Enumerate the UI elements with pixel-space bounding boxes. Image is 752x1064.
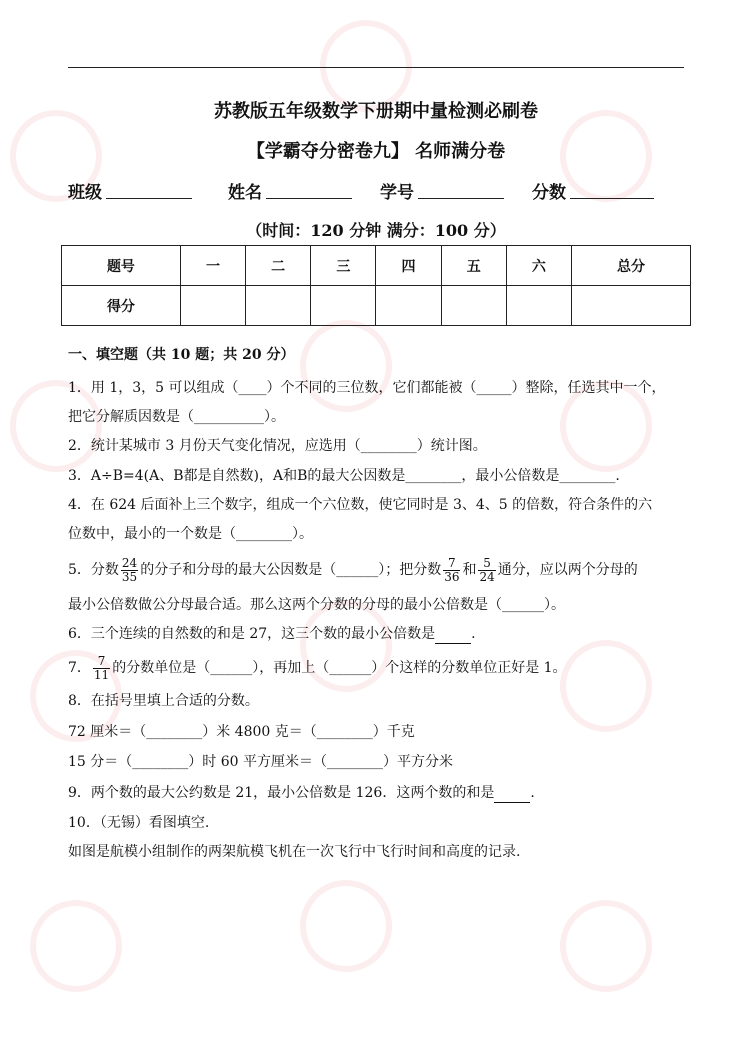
answer-blank[interactable] xyxy=(494,788,530,803)
watermark-logo xyxy=(542,882,670,1010)
q7-text: 的分数单位是（______），再加上（______）个这样的分数单位正好是 1。 xyxy=(112,660,567,676)
question-3: 3．A÷B=4(A、B都是自然数)，A和B的最大公因数是________，最小公倍数是________. xyxy=(68,468,620,484)
score-entry-cell[interactable] xyxy=(180,286,245,326)
table-row xyxy=(62,246,691,286)
question-8-line-1: 72 厘米＝（________）米 4800 克＝（________）千克 xyxy=(68,724,415,740)
score-entry-cell[interactable] xyxy=(376,286,441,326)
fraction: $\frac{7}{11}$ xyxy=(93,653,110,682)
table-cell: 二 xyxy=(246,246,311,286)
q6-text: 6．三个连续的自然数的和是 27，这三个数的最小公倍数是 xyxy=(68,626,436,642)
table-cell: 四 xyxy=(376,246,441,286)
table-cell: 得分 xyxy=(62,286,181,326)
question-1-line-2: 把它分解质因数是（__________）。 xyxy=(68,409,285,425)
answer-blank[interactable] xyxy=(435,629,471,644)
question-10-description: 如图是航模小组制作的两架航模飞机在一次飞行中飞行时间和高度的记录. xyxy=(68,844,521,860)
question-4-line-1: 4．在 624 后面补上三个数字，组成一个六位数，使它同时是 3、4、5 的倍数，符合条件的六 xyxy=(68,497,653,513)
score-entry-cell[interactable] xyxy=(506,286,571,326)
table-cell: 三 xyxy=(311,246,376,286)
exam-title: 苏教版五年级数学下册期中量检测必刷卷 xyxy=(214,101,538,122)
score-entry-cell[interactable] xyxy=(441,286,506,326)
score-entry-cell[interactable] xyxy=(572,286,691,326)
score-entry-cell[interactable] xyxy=(311,286,376,326)
question-7 xyxy=(68,651,567,685)
q6-text: . xyxy=(471,626,476,642)
class-field[interactable] xyxy=(106,198,192,199)
fraction: $\frac{24}{35}$ xyxy=(121,555,138,584)
watermark-logo xyxy=(12,882,140,1010)
question-4-line-2: 位数中，最小的一个数是（________）。 xyxy=(68,526,313,542)
name-label: 姓名 xyxy=(228,183,262,203)
section-heading: 一、填空题（共 10 题；共 20 分） xyxy=(68,347,295,363)
watermark-logo xyxy=(542,622,670,750)
question-9 xyxy=(68,783,535,803)
watermark-logo xyxy=(282,862,410,990)
id-field[interactable] xyxy=(418,198,504,199)
q9-text: . xyxy=(530,785,535,801)
table-row xyxy=(62,286,691,326)
table-cell: 一 xyxy=(180,246,245,286)
table-cell: 题号 xyxy=(62,246,181,286)
q9-text: 9．两个数的最大公约数是 21，最小公倍数是 126．这两个数的和是 xyxy=(68,785,495,801)
question-10: 10．（无锡）看图填空. xyxy=(68,815,210,831)
score-table xyxy=(61,245,691,326)
table-cell: 五 xyxy=(441,246,506,286)
q5-text: 5．分数 xyxy=(68,562,119,578)
fraction: $\frac{7}{36}$ xyxy=(444,555,460,584)
time-info: （时间：120 分钟 满分：100 分） xyxy=(246,221,506,240)
question-1-line-1: 1．用 1，3，5 可以组成（____）个不同的三位数，它们都能被（_____）整除，任选其中一个， xyxy=(68,380,666,396)
q5-text: 通分，应以两个分母的 xyxy=(497,562,638,578)
score-field[interactable] xyxy=(570,198,654,199)
score-entry-cell[interactable] xyxy=(246,286,311,326)
id-label: 学号 xyxy=(380,183,414,203)
q7-text: 7． xyxy=(68,660,91,676)
question-8-line-2: 15 分＝（________）时 60 平方厘米＝（________）平方分米 xyxy=(68,754,453,770)
name-field[interactable] xyxy=(266,198,352,199)
table-cell: 总分 xyxy=(572,246,691,286)
q5-text: 和 xyxy=(462,562,477,578)
exam-subtitle: 【学霸夺分密卷九】 名师满分卷 xyxy=(246,141,506,162)
question-5-line-1 xyxy=(68,553,638,587)
score-label: 分数 xyxy=(532,183,566,203)
class-label: 班级 xyxy=(68,183,102,203)
table-cell: 六 xyxy=(506,246,571,286)
q5-text: 的分子和分母的最大公因数是（______）；把分数 xyxy=(140,562,442,578)
question-6 xyxy=(68,624,476,644)
question-5-line-2: 最小公倍数做公分母最合适。那么这两个分数的分母的最小公倍数是（______）。 xyxy=(68,597,565,613)
header-rule xyxy=(68,67,684,68)
question-8: 8．在括号里填上合适的分数。 xyxy=(68,693,259,709)
question-2: 2．统计某城市 3 月份天气变化情况，应选用（________）统计图。 xyxy=(68,438,487,454)
fraction: $\frac{5}{24}$ xyxy=(479,555,495,584)
